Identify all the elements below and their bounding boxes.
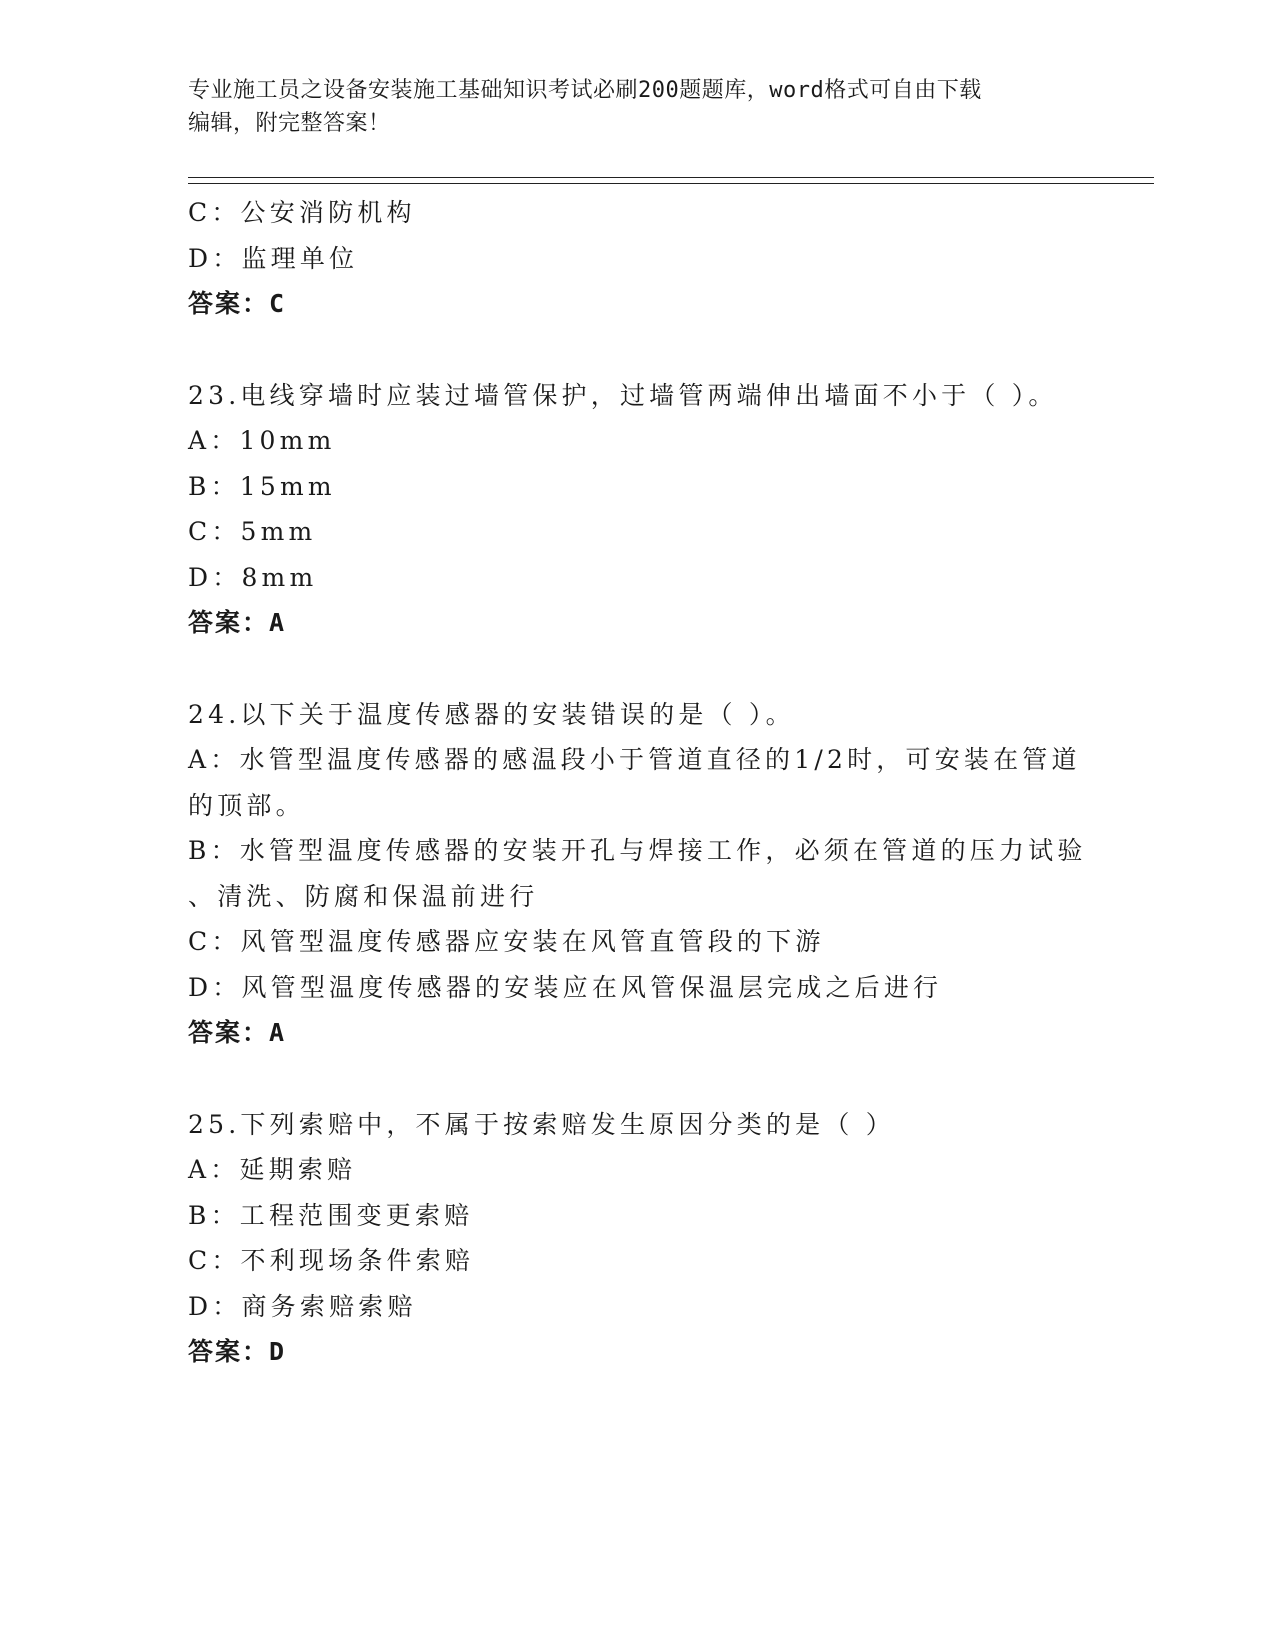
option-c: C：不利现场条件索赔 xyxy=(188,1246,475,1275)
question-23 xyxy=(188,373,1088,646)
header-divider-bottom xyxy=(188,183,1154,184)
option-a-line-1: A：水管型温度传感器的感温段小于管道直径的1/2时，可安装在管道 xyxy=(188,745,1081,774)
question-stem: 25.下列索赔中，不属于按索赔发生原因分类的是（ ） xyxy=(188,1109,895,1139)
spacer xyxy=(188,646,1088,692)
option-a: A：10mm xyxy=(188,426,336,455)
option-d: D：风管型温度传感器的安装应在风管保温层完成之后进行 xyxy=(188,972,943,1002)
answer: 答案：A xyxy=(188,1018,287,1047)
option-d: D：监理单位 xyxy=(188,243,359,273)
question-24 xyxy=(188,692,1088,1056)
question-22-tail xyxy=(188,190,1088,327)
option-c: C：风管型温度传感器应安装在风管直管段的下游 xyxy=(188,927,825,956)
option-b-line-2: 、清洗、防腐和保温前进行 xyxy=(188,881,539,911)
answer: 答案：C xyxy=(188,289,287,318)
document-header xyxy=(188,74,1088,140)
question-list xyxy=(188,190,1088,1375)
option-c: C：公安消防机构 xyxy=(188,198,416,227)
option-b: B：工程范围变更索赔 xyxy=(188,1200,474,1230)
option-a-line-2: 的顶部。 xyxy=(188,790,305,820)
option-d: D：8mm xyxy=(188,562,318,592)
option-a: A：延期索赔 xyxy=(188,1155,357,1184)
header-line-2: 编辑，附完整答案！ xyxy=(188,111,391,136)
question-stem: 23.电线穿墙时应装过墙管保护，过墙管两端伸出墙面不小于（ ）。 xyxy=(188,380,1058,410)
header-line-1: 专业施工员之设备安装施工基础知识考试必刷200题题库，word格式可自由下载 xyxy=(188,78,982,103)
option-c: C：5mm xyxy=(188,517,317,546)
spacer xyxy=(188,327,1088,373)
answer: 答案：D xyxy=(188,1337,287,1366)
option-d: D：商务索赔索赔 xyxy=(188,1291,417,1321)
question-stem: 24.以下关于温度传感器的安装错误的是（ ）。 xyxy=(188,699,795,729)
spacer xyxy=(188,1056,1088,1102)
question-25 xyxy=(188,1102,1088,1375)
option-b-line-1: B：水管型温度传感器的安装开孔与焊接工作，必须在管道的压力试验 xyxy=(188,836,1087,865)
answer: 答案：A xyxy=(188,608,287,637)
option-b: B：15mm xyxy=(188,471,336,501)
header-divider-top xyxy=(188,177,1154,178)
